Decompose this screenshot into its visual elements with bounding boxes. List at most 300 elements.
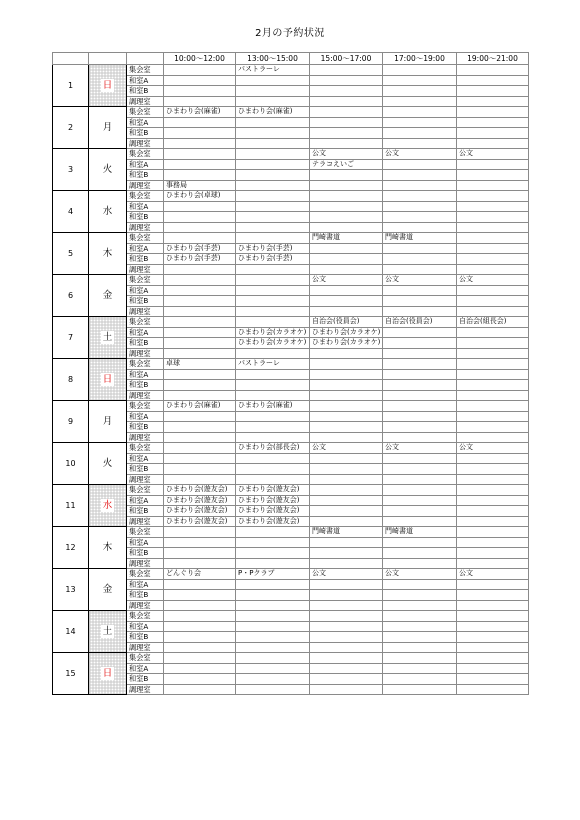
booking-cell — [236, 474, 310, 485]
booking-cell — [383, 663, 457, 674]
room-label: 集会室 — [127, 317, 164, 328]
day-of-week — [89, 149, 127, 191]
booking-cell — [164, 264, 236, 275]
booking-cell — [164, 222, 236, 233]
room-label: 調理室 — [127, 264, 164, 275]
booking-cell: ひまわり会(手芸) — [236, 243, 310, 254]
booking-cell — [310, 170, 383, 181]
day-number: 1 — [53, 65, 89, 107]
booking-cell — [457, 674, 529, 685]
booking-cell — [236, 611, 310, 622]
room-label: 和室B — [127, 296, 164, 307]
booking-cell: 公文 — [383, 569, 457, 580]
booking-cell — [236, 621, 310, 632]
room-label: 集会室 — [127, 191, 164, 202]
booking-cell — [236, 159, 310, 170]
booking-cell — [164, 432, 236, 443]
booking-cell — [383, 390, 457, 401]
table-row — [53, 569, 529, 580]
booking-cell — [457, 233, 529, 244]
booking-cell — [164, 317, 236, 328]
booking-cell — [310, 369, 383, 380]
booking-cell — [310, 243, 383, 254]
booking-cell — [457, 579, 529, 590]
booking-cell — [457, 527, 529, 538]
booking-cell: 自治会(組長会) — [457, 317, 529, 328]
day-number: 4 — [53, 191, 89, 233]
day-of-week-label: 月 — [102, 415, 113, 427]
booking-cell — [164, 212, 236, 223]
booking-cell — [236, 128, 310, 139]
booking-cell — [457, 128, 529, 139]
booking-cell — [236, 170, 310, 181]
booking-cell — [457, 453, 529, 464]
day-of-week — [89, 65, 127, 107]
booking-cell — [310, 65, 383, 76]
booking-cell — [457, 432, 529, 443]
booking-cell — [383, 96, 457, 107]
booking-cell — [457, 306, 529, 317]
booking-cell — [164, 600, 236, 611]
booking-cell — [164, 684, 236, 695]
room-label: 調理室 — [127, 432, 164, 443]
booking-cell — [457, 611, 529, 622]
booking-cell — [310, 380, 383, 391]
booking-cell — [383, 432, 457, 443]
booking-cell: パストラーレ — [236, 359, 310, 370]
booking-cell — [457, 285, 529, 296]
room-label: 和室B — [127, 86, 164, 97]
time-slot-header: 13:00～15:00 — [236, 53, 310, 65]
booking-cell: テラコえいご — [310, 159, 383, 170]
booking-cell — [457, 485, 529, 496]
booking-cell — [164, 338, 236, 349]
booking-cell — [310, 138, 383, 149]
booking-cell — [310, 611, 383, 622]
booking-cell — [236, 149, 310, 160]
booking-cell — [457, 117, 529, 128]
booking-cell — [457, 642, 529, 653]
booking-cell — [164, 642, 236, 653]
booking-cell — [164, 527, 236, 538]
booking-cell — [383, 243, 457, 254]
table-row — [53, 107, 529, 118]
booking-cell — [164, 86, 236, 97]
booking-cell — [164, 464, 236, 475]
table-row — [53, 359, 529, 370]
booking-cell: ひまわり会(遊友会) — [164, 485, 236, 496]
booking-cell — [383, 506, 457, 517]
booking-cell — [457, 380, 529, 391]
booking-cell: ひまわり会(遊友会) — [236, 506, 310, 517]
booking-cell: パストラーレ — [236, 65, 310, 76]
booking-cell — [383, 359, 457, 370]
booking-cell — [310, 75, 383, 86]
table-row — [53, 317, 529, 328]
room-label: 集会室 — [127, 359, 164, 370]
booking-cell — [164, 548, 236, 559]
booking-cell — [383, 285, 457, 296]
booking-cell — [236, 380, 310, 391]
booking-cell — [383, 537, 457, 548]
room-label: 調理室 — [127, 222, 164, 233]
booking-cell — [164, 138, 236, 149]
booking-cell: ひまわり会(手芸) — [236, 254, 310, 265]
room-label: 集会室 — [127, 569, 164, 580]
room-label: 和室A — [127, 117, 164, 128]
day-of-week-label: 日 — [102, 373, 113, 385]
day-number: 12 — [53, 527, 89, 569]
table-row — [53, 149, 529, 160]
room-label: 和室B — [127, 674, 164, 685]
table-row — [53, 233, 529, 244]
day-of-week-label: 火 — [102, 457, 113, 469]
booking-cell: ひまわり会(遊友会) — [236, 485, 310, 496]
room-label: 和室A — [127, 411, 164, 422]
booking-cell — [236, 264, 310, 275]
day-number: 8 — [53, 359, 89, 401]
booking-cell — [164, 327, 236, 338]
booking-cell — [310, 222, 383, 233]
booking-cell — [236, 75, 310, 86]
booking-cell — [236, 579, 310, 590]
booking-cell — [457, 264, 529, 275]
booking-cell: ひまわり会(遊友会) — [164, 516, 236, 527]
room-label: 調理室 — [127, 348, 164, 359]
booking-cell — [383, 401, 457, 412]
table-row — [53, 401, 529, 412]
booking-cell — [310, 516, 383, 527]
booking-cell — [164, 128, 236, 139]
room-label: 和室A — [127, 285, 164, 296]
booking-cell — [383, 380, 457, 391]
booking-cell: 公文 — [310, 275, 383, 286]
booking-cell — [383, 600, 457, 611]
booking-cell: 公文 — [457, 275, 529, 286]
room-label: 調理室 — [127, 600, 164, 611]
booking-cell — [457, 191, 529, 202]
booking-cell: ひまわり会(カラオケ) — [236, 338, 310, 349]
booking-cell: 自治会(役員会) — [383, 317, 457, 328]
day-number: 14 — [53, 611, 89, 653]
day-number: 9 — [53, 401, 89, 443]
booking-cell — [164, 96, 236, 107]
booking-cell — [457, 369, 529, 380]
booking-cell — [236, 390, 310, 401]
day-of-week — [89, 191, 127, 233]
booking-cell — [457, 222, 529, 233]
day-of-week-label: 金 — [102, 583, 113, 595]
booking-cell — [236, 275, 310, 286]
room-label: 集会室 — [127, 527, 164, 538]
booking-cell — [310, 264, 383, 275]
booking-cell — [310, 191, 383, 202]
table-row — [53, 611, 529, 622]
booking-cell: ひまわり会(遊友会) — [236, 495, 310, 506]
booking-cell: ひまわり会(麻雀) — [236, 107, 310, 118]
booking-cell — [310, 180, 383, 191]
day-number: 11 — [53, 485, 89, 527]
room-label: 和室A — [127, 537, 164, 548]
booking-cell — [457, 422, 529, 433]
table-row — [53, 527, 529, 538]
booking-cell — [383, 453, 457, 464]
day-number: 6 — [53, 275, 89, 317]
booking-cell — [164, 285, 236, 296]
day-of-week — [89, 233, 127, 275]
day-of-week — [89, 653, 127, 695]
booking-cell — [457, 653, 529, 664]
booking-cell — [310, 296, 383, 307]
booking-cell: ひまわり会(カラオケ) — [310, 327, 383, 338]
booking-cell — [236, 222, 310, 233]
booking-cell: 自治会(役員会) — [310, 317, 383, 328]
booking-cell — [457, 390, 529, 401]
booking-cell — [236, 191, 310, 202]
booking-cell — [164, 653, 236, 664]
booking-cell — [310, 674, 383, 685]
booking-cell — [383, 684, 457, 695]
booking-cell — [383, 590, 457, 601]
reservation-table — [52, 52, 529, 695]
booking-cell — [310, 506, 383, 517]
booking-cell — [236, 537, 310, 548]
header-blank-cell — [53, 53, 89, 65]
booking-cell: ひまわり会(麻雀) — [164, 401, 236, 412]
header-row — [53, 53, 529, 65]
booking-cell — [236, 180, 310, 191]
booking-cell: ひまわり会(遊友会) — [164, 495, 236, 506]
booking-cell — [236, 296, 310, 307]
room-label: 和室A — [127, 159, 164, 170]
room-label: 和室A — [127, 369, 164, 380]
booking-cell — [457, 464, 529, 475]
booking-cell — [383, 558, 457, 569]
booking-cell: 公文 — [310, 569, 383, 580]
booking-cell — [236, 306, 310, 317]
booking-cell — [383, 642, 457, 653]
day-of-week — [89, 569, 127, 611]
booking-cell — [383, 411, 457, 422]
booking-cell: ひまわり会(遊友会) — [164, 506, 236, 517]
booking-cell — [310, 590, 383, 601]
booking-cell — [383, 464, 457, 475]
booking-cell — [383, 495, 457, 506]
booking-cell — [164, 380, 236, 391]
booking-cell: 門崎書道 — [310, 233, 383, 244]
booking-cell — [457, 75, 529, 86]
booking-cell: 公文 — [383, 275, 457, 286]
day-of-week-label: 木 — [102, 541, 113, 553]
room-label: 集会室 — [127, 611, 164, 622]
booking-cell — [457, 359, 529, 370]
time-slot-header: 17:00～19:00 — [383, 53, 457, 65]
booking-cell — [164, 579, 236, 590]
booking-cell — [236, 96, 310, 107]
booking-cell — [310, 548, 383, 559]
booking-cell — [457, 243, 529, 254]
day-of-week-label: 金 — [102, 289, 113, 301]
room-label: 和室B — [127, 632, 164, 643]
booking-cell — [310, 642, 383, 653]
booking-cell — [457, 600, 529, 611]
booking-cell — [164, 632, 236, 643]
booking-cell — [457, 65, 529, 76]
booking-cell — [457, 537, 529, 548]
booking-cell — [164, 674, 236, 685]
room-label: 和室B — [127, 380, 164, 391]
booking-cell: ひまわり会(カラオケ) — [236, 327, 310, 338]
booking-cell — [383, 516, 457, 527]
booking-cell — [383, 159, 457, 170]
booking-cell — [383, 548, 457, 559]
booking-cell — [236, 432, 310, 443]
booking-cell — [164, 233, 236, 244]
booking-cell — [457, 401, 529, 412]
table-row — [53, 191, 529, 202]
booking-cell — [457, 254, 529, 265]
day-of-week — [89, 275, 127, 317]
booking-cell — [236, 632, 310, 643]
room-label: 調理室 — [127, 516, 164, 527]
booking-cell — [164, 474, 236, 485]
booking-cell — [310, 359, 383, 370]
room-label: 和室A — [127, 75, 164, 86]
booking-cell — [383, 201, 457, 212]
booking-cell — [310, 632, 383, 643]
room-label: 調理室 — [127, 684, 164, 695]
room-label: 調理室 — [127, 96, 164, 107]
booking-cell — [236, 527, 310, 538]
booking-cell — [236, 212, 310, 223]
booking-cell — [383, 579, 457, 590]
room-label: 和室A — [127, 495, 164, 506]
room-label: 調理室 — [127, 138, 164, 149]
room-label: 和室B — [127, 170, 164, 181]
room-label: 調理室 — [127, 306, 164, 317]
room-label: 和室B — [127, 590, 164, 601]
booking-cell — [383, 65, 457, 76]
booking-cell — [457, 632, 529, 643]
booking-cell: 公文 — [457, 149, 529, 160]
booking-cell — [236, 663, 310, 674]
day-of-week-label: 日 — [102, 79, 113, 91]
day-of-week — [89, 443, 127, 485]
booking-cell — [383, 621, 457, 632]
room-label: 和室B — [127, 338, 164, 349]
booking-cell: 門崎書道 — [310, 527, 383, 538]
booking-cell — [383, 474, 457, 485]
booking-cell — [310, 684, 383, 695]
booking-cell — [310, 537, 383, 548]
day-of-week-label: 木 — [102, 247, 113, 259]
booking-cell — [383, 296, 457, 307]
booking-cell: ひまわり会(麻雀) — [164, 107, 236, 118]
booking-cell — [164, 348, 236, 359]
booking-cell: 公文 — [457, 443, 529, 454]
booking-cell — [383, 369, 457, 380]
booking-cell — [236, 348, 310, 359]
booking-cell — [310, 432, 383, 443]
booking-cell — [164, 149, 236, 160]
booking-cell — [383, 222, 457, 233]
page-title: 2月の予約状況 — [255, 28, 325, 39]
booking-cell — [236, 600, 310, 611]
booking-cell — [383, 327, 457, 338]
booking-cell: ひまわり会(麻雀) — [236, 401, 310, 412]
booking-cell — [383, 674, 457, 685]
booking-cell — [457, 201, 529, 212]
booking-cell — [383, 170, 457, 181]
booking-cell — [310, 653, 383, 664]
booking-cell — [383, 138, 457, 149]
booking-cell — [457, 495, 529, 506]
table-row — [53, 275, 529, 286]
room-label: 和室B — [127, 254, 164, 265]
booking-cell — [310, 453, 383, 464]
room-label: 集会室 — [127, 443, 164, 454]
booking-cell — [383, 348, 457, 359]
booking-cell: P・Pクラブ — [236, 569, 310, 580]
booking-cell — [383, 611, 457, 622]
booking-cell — [164, 411, 236, 422]
booking-cell — [164, 590, 236, 601]
table-row — [53, 485, 529, 496]
booking-cell — [383, 485, 457, 496]
booking-cell — [383, 338, 457, 349]
day-of-week — [89, 317, 127, 359]
day-of-week — [89, 611, 127, 653]
booking-cell — [164, 117, 236, 128]
room-label: 調理室 — [127, 180, 164, 191]
booking-cell — [310, 201, 383, 212]
booking-cell — [236, 558, 310, 569]
booking-cell — [310, 411, 383, 422]
booking-cell: 卓球 — [164, 359, 236, 370]
booking-cell — [310, 464, 383, 475]
booking-cell — [164, 159, 236, 170]
booking-cell — [164, 369, 236, 380]
booking-cell — [164, 663, 236, 674]
booking-cell — [236, 117, 310, 128]
room-label: 集会室 — [127, 485, 164, 496]
day-of-week — [89, 527, 127, 569]
booking-cell — [236, 422, 310, 433]
booking-cell — [457, 663, 529, 674]
booking-cell — [310, 401, 383, 412]
booking-cell — [164, 453, 236, 464]
day-of-week — [89, 401, 127, 443]
booking-cell — [383, 212, 457, 223]
booking-cell — [457, 338, 529, 349]
room-label: 調理室 — [127, 390, 164, 401]
booking-cell — [457, 86, 529, 97]
booking-cell — [164, 621, 236, 632]
room-label: 集会室 — [127, 149, 164, 160]
booking-cell — [457, 96, 529, 107]
booking-cell: ひまわり会(手芸) — [164, 243, 236, 254]
room-label: 和室B — [127, 212, 164, 223]
booking-cell — [383, 422, 457, 433]
room-label: 和室A — [127, 579, 164, 590]
booking-cell — [310, 96, 383, 107]
day-number: 10 — [53, 443, 89, 485]
table-row — [53, 653, 529, 664]
booking-cell — [236, 285, 310, 296]
booking-cell — [310, 285, 383, 296]
booking-cell — [236, 86, 310, 97]
booking-cell — [310, 422, 383, 433]
